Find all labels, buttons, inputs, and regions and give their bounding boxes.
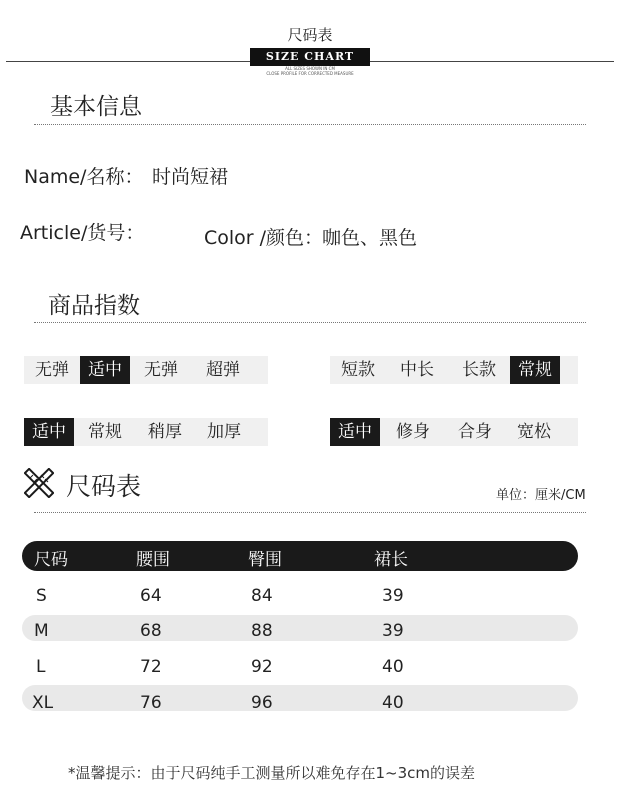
index-group-thickness	[24, 418, 268, 446]
index-option: 加厚	[207, 422, 241, 442]
index-option-selected: 适中	[330, 418, 380, 446]
article-label: Article/货号：	[20, 222, 145, 244]
table-cell: 76	[140, 693, 162, 713]
column-header: 臀围	[248, 550, 282, 570]
index-option: 无弹	[144, 360, 178, 380]
index-option: 超弹	[206, 360, 240, 380]
table-row-stripe	[22, 685, 578, 711]
table-cell: 68	[140, 621, 162, 641]
table-cell: 40	[382, 657, 404, 677]
ruler-cross-icon	[24, 468, 54, 498]
page-title: 尺码表	[287, 26, 333, 44]
table-cell: 92	[251, 657, 273, 677]
table-cell: 64	[140, 586, 162, 606]
name-value: 时尚短裙	[152, 166, 229, 188]
size-chart-divider	[34, 512, 586, 513]
index-option-selected: 适中	[24, 418, 74, 446]
table-cell: 88	[251, 621, 273, 641]
table-header	[22, 541, 578, 571]
column-header: 腰围	[136, 550, 170, 570]
table-cell: 96	[251, 693, 273, 713]
column-header: 裙长	[374, 550, 408, 570]
table-cell: 39	[382, 586, 404, 606]
index-option: 稍厚	[148, 422, 182, 442]
index-option: 中长	[400, 360, 434, 380]
table-cell: S	[36, 586, 47, 606]
table-cell: 72	[140, 657, 162, 677]
measurement-note: *温馨提示：由于尺码纯手工测量所以难免存在1~3cm的误差	[68, 764, 476, 782]
color-value: 咖色、黑色	[322, 227, 418, 249]
table-cell: M	[34, 621, 49, 641]
product-index-divider	[34, 322, 586, 323]
index-option: 修身	[396, 422, 430, 442]
table-cell: 40	[382, 693, 404, 713]
index-group-length	[330, 356, 578, 384]
index-option: 常规	[88, 422, 122, 442]
table-cell: 84	[251, 586, 273, 606]
table-cell: L	[36, 657, 46, 677]
basic-info-divider	[34, 124, 586, 125]
index-option-selected: 常规	[510, 356, 560, 384]
index-option: 合身	[458, 422, 492, 442]
color-label: Color /颜色：	[204, 227, 324, 249]
index-option: 无弹	[35, 360, 69, 380]
header-caption-1: ALL SIZES SHOWN IN CM	[285, 66, 335, 71]
index-group-elasticity	[24, 356, 268, 384]
table-cell: XL	[32, 693, 54, 713]
unit-label: 单位：厘米/CM	[496, 488, 586, 503]
name-label: Name/名称：	[24, 166, 144, 188]
index-option: 短款	[341, 360, 375, 380]
index-option-selected: 适中	[80, 356, 130, 384]
table-row-stripe	[22, 615, 578, 641]
column-header: 尺码	[34, 550, 68, 570]
basic-info-heading: 基本信息	[50, 94, 142, 120]
size-chart-heading: 尺码表	[66, 472, 142, 501]
table-cell: 39	[382, 621, 404, 641]
size-chart-badge: SIZE CHART	[250, 48, 370, 66]
header-caption-2: CLOSE PROFILE FOR CORRECTED MEASURE	[266, 71, 354, 76]
product-index-heading: 商品指数	[48, 293, 140, 319]
index-option: 宽松	[517, 422, 551, 442]
index-group-fit	[330, 418, 578, 446]
index-option: 长款	[462, 360, 496, 380]
